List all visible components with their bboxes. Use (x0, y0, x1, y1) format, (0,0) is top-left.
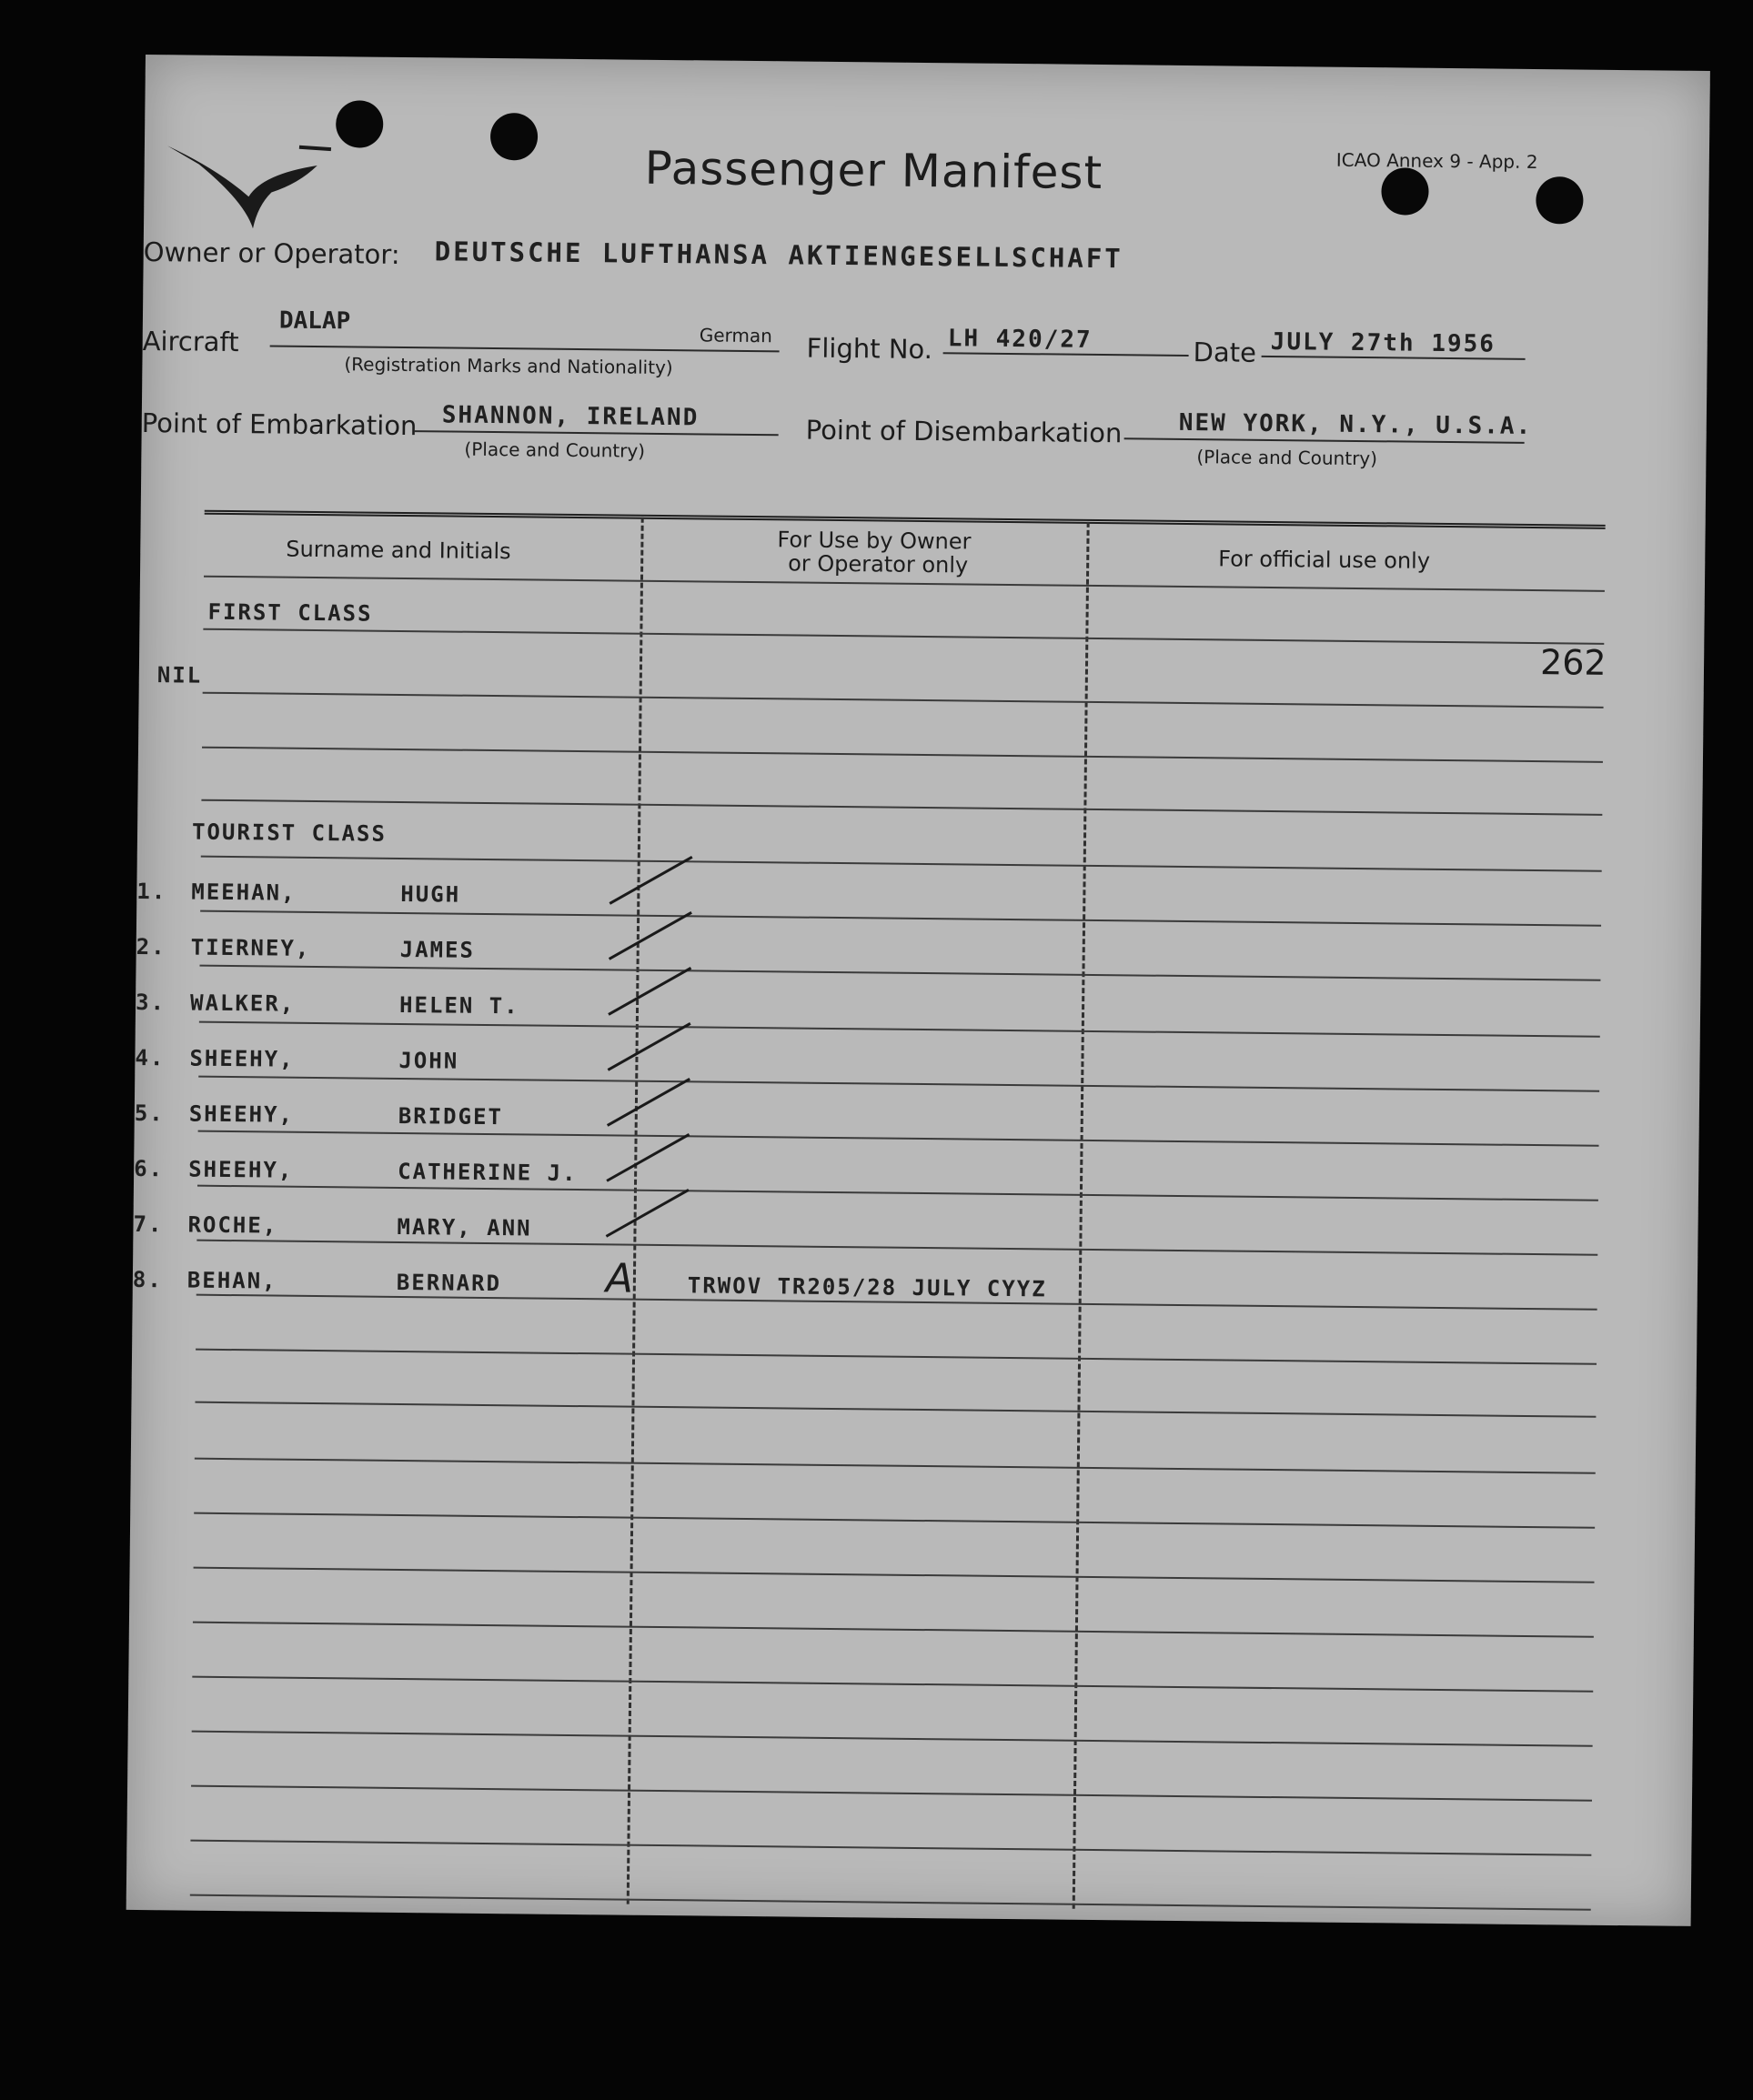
flight-label: Flight No. (806, 332, 933, 366)
passenger-surname: SHEEHY, (188, 1100, 295, 1128)
aircraft-nationality: German (699, 324, 773, 347)
aircraft-value: DALAP (278, 306, 351, 336)
passenger-given-name: BERNARD (396, 1269, 502, 1297)
table-top-rule (205, 510, 1606, 529)
lufthansa-crane-logo (162, 127, 345, 238)
passenger-number: 6. (134, 1155, 165, 1182)
flight-value: LH 420/27 (947, 325, 1093, 354)
passenger-given-name: JOHN (398, 1047, 459, 1074)
embarkation-underline (415, 430, 779, 436)
row-rule (195, 1402, 1596, 1418)
embarkation-value: SHANNON, IRELAND (441, 401, 700, 432)
owner-value: DEUTSCHE LUFTHANSA AKTIENGESELLSCHAFT (434, 236, 1123, 275)
tourist-class-heading: TOURIST CLASS (191, 819, 388, 847)
passenger-number: 8. (132, 1266, 163, 1293)
passenger-number: 3. (135, 989, 166, 1016)
passenger-surname: WALKER, (189, 990, 296, 1017)
row-rule (198, 1130, 1599, 1147)
passenger-given-name: MARY, ANN (397, 1213, 532, 1241)
handwritten-mark: A (605, 1255, 634, 1302)
row-rule (192, 1731, 1593, 1747)
row-rule (190, 1840, 1591, 1856)
passenger-given-name: CATHERINE J. (398, 1158, 578, 1187)
passenger-given-name: BRIDGET (398, 1102, 504, 1130)
row-rule (197, 1185, 1598, 1201)
passenger-number: 7. (133, 1211, 164, 1238)
header-surname: Surname and Initials (286, 536, 511, 565)
form-title: Passenger Manifest (644, 141, 1103, 200)
disembarkation-caption: (Place and Country) (1196, 446, 1378, 470)
header-owner-use-line1: For Use by Owner (777, 527, 972, 555)
passenger-given-name: HELEN T. (398, 991, 519, 1020)
punch-hole (1381, 167, 1429, 216)
punch-hole (1536, 176, 1584, 225)
passenger-given-name: JAMES (399, 936, 476, 963)
passenger-surname: ROCHE, (187, 1211, 278, 1239)
row-rule (198, 1076, 1599, 1092)
row-rule (200, 965, 1601, 981)
passenger-number: 5. (134, 1100, 165, 1127)
disembarkation-label: Point of Disembarkation (805, 414, 1123, 449)
row-rule (194, 1512, 1595, 1529)
column-divider-2 (1073, 522, 1090, 1909)
punch-hole (490, 113, 539, 161)
embarkation-label: Point of Embarkation (141, 407, 418, 442)
owner-operator-note: TRWOV TR205/28 JULY CYYZ (687, 1272, 1047, 1302)
passenger-given-name: HUGH (400, 880, 461, 908)
row-rule (200, 910, 1601, 927)
header-owner-use-line2: or Operator only (788, 550, 969, 578)
passenger-number: 2. (136, 933, 166, 960)
table-rules (146, 55, 1710, 71)
row-rule (201, 799, 1602, 816)
row-rule (203, 628, 1604, 645)
row-rule (195, 1458, 1596, 1474)
row-rule (201, 856, 1602, 872)
owner-label: Owner or Operator: (143, 236, 400, 270)
header-official-use: For official use only (1218, 546, 1431, 574)
row-rule (202, 747, 1603, 763)
passenger-number: 1. (136, 878, 167, 905)
row-rule (194, 1567, 1595, 1583)
passenger-number: 4. (135, 1044, 166, 1071)
passenger-surname: TIERNEY, (190, 934, 311, 961)
aircraft-underline (270, 345, 780, 352)
date-label: Date (1193, 337, 1257, 368)
passenger-surname: SHEEHY, (188, 1156, 294, 1183)
stamp-number: 262 (1539, 642, 1607, 683)
row-rule (192, 1676, 1593, 1693)
row-rule (190, 1894, 1591, 1911)
first-class-entry: NIL (156, 662, 203, 688)
first-class-heading: FIRST CLASS (207, 598, 373, 627)
manifest-document (126, 55, 1710, 1926)
passenger-surname: SHEEHY, (189, 1045, 295, 1072)
disembarkation-value: NEW YORK, N.Y., U.S.A. (1178, 408, 1533, 440)
check-mark-icon (588, 1181, 698, 1246)
header-bottom-rule (204, 576, 1605, 592)
passenger-surname: MEEHAN, (191, 879, 297, 906)
row-rule (196, 1240, 1597, 1256)
date-value: JULY 27th 1956 (1270, 327, 1496, 358)
aircraft-label: Aircraft (142, 325, 239, 358)
row-rule (191, 1785, 1592, 1802)
row-rule (196, 1349, 1597, 1365)
icao-reference: ICAO Annex 9 - App. 2 (1335, 148, 1538, 174)
row-rule (193, 1622, 1594, 1638)
passenger-surname: BEHAN, (186, 1267, 277, 1294)
aircraft-caption: (Registration Marks and Nationality) (344, 353, 673, 379)
embarkation-caption: (Place and Country) (464, 437, 646, 462)
row-rule (203, 692, 1604, 708)
row-rule (199, 1021, 1600, 1038)
